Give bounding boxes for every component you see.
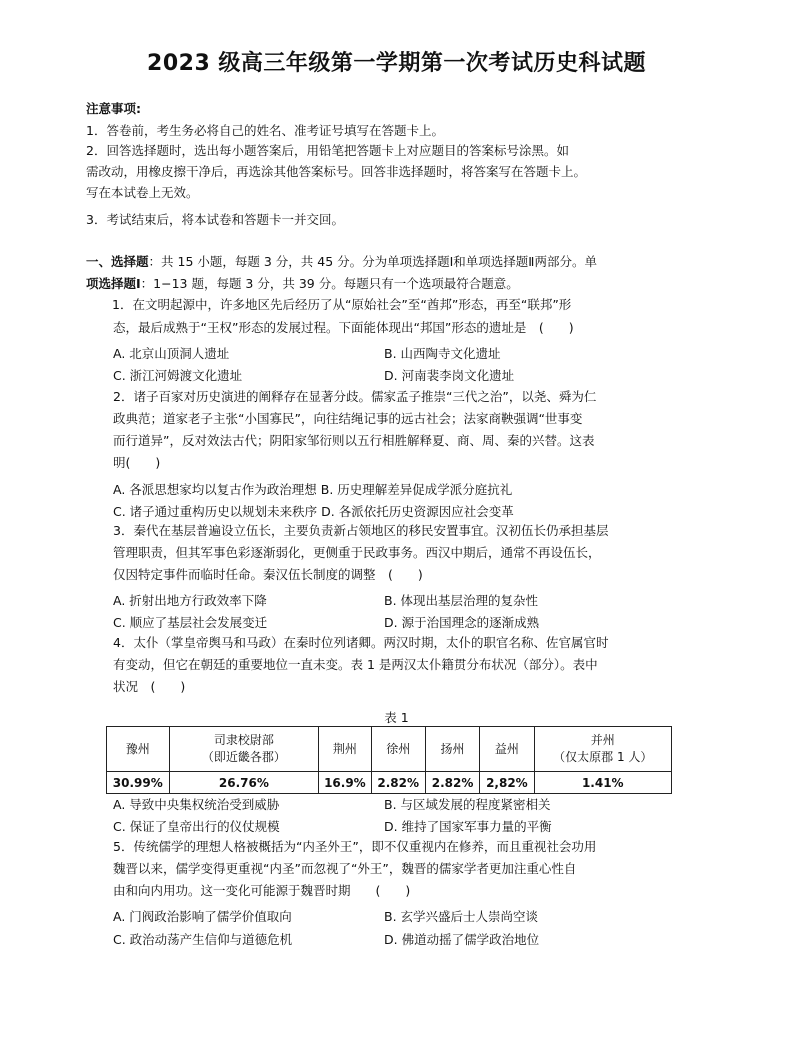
q3-option-c[interactable]: C. 顺应了基层社会发展变迁 [113,615,268,630]
q1-option-a[interactable]: A. 北京山顶洞人遗址 [113,346,230,361]
q5-option-a[interactable]: A. 门阀政治影响了儒学价值取向 [113,909,292,924]
section-header [86,254,597,270]
table-cell: 2.82% [425,772,479,794]
q5-option-c[interactable]: C. 政治动荡产生信仰与道德危机 [113,932,293,947]
table-header-cell: 徐州 [371,727,425,772]
table-header-cell: 荆州 [319,727,371,772]
section-subheader [86,276,519,292]
page-title: 2023 级高三年级第一学期第一次考试历史科试题 [147,51,646,76]
section-sublabel: 项选择题Ⅰ [86,276,141,291]
q2-options-ab[interactable]: A. 各派思想家均以复古作为政治理想 B. 历史理解差异促成学派分庭抗礼 [113,482,513,497]
section-subtext: ：1−13 题，每题 3 分，共 39 分。每题只有一个选项最符合题意。 [140,276,519,291]
question-4-text: 状况 ( ) [113,679,186,694]
notice-heading: 注意事项: [86,101,141,116]
q3-option-d[interactable]: D. 源于治国理念的逐渐成熟 [384,615,540,630]
q3-option-b[interactable]: B. 体现出基层治理的复杂性 [384,593,539,608]
question-1-text: 态，最后成熟于“王权”形态的发展过程。下面能体现出“邦国”形态的遗址是 ( ) [113,320,574,335]
table-header-cell: 司隶校尉部 （即近畿各郡） [169,727,319,772]
table-header-cell: 益州 [480,727,534,772]
q4-option-b[interactable]: B. 与区域发展的程度紧密相关 [384,797,551,812]
question-5-text: 5．传统儒学的理想人格被概括为“内圣外王”，即不仅重视内在修养，而且重视社会功用 [113,839,597,854]
section-text: ：共 15 小题，每题 3 分，共 45 分。分为单项选择题Ⅰ和单项选择题Ⅱ两部分。单 [148,254,597,269]
q2-options-cd[interactable]: C. 诸子通过重构历史以规划未来秩序 D. 各派依托历史资源因应社会变革 [113,504,514,519]
question-2-text: 而行道异”，反对效法古代；阴阳家邹衍则以五行相胜解释夏、商、周、秦的兴替。这表 [113,433,595,448]
notice-line: 2．回答选择题时，选出每小题答案后，用铅笔把答题卡上对应题目的答案标号涂黑。如 [86,143,569,158]
table-cell: 2.82% [371,772,425,794]
q5-option-b[interactable]: B. 玄学兴盛后士人崇尚空谈 [384,909,539,924]
table-caption: 表 1 [384,710,409,725]
question-4-text: 4．太仆（掌皇帝舆马和马政）在秦时位列诸卿。两汉时期，太仆的职官名称、佐官属官时 [113,635,609,650]
question-4-text: 有变动，但它在朝廷的重要地位一直未变。表 1 是两汉太仆籍贯分布状况（部分）。表中 [113,657,598,672]
table-cell: 16.9% [319,772,371,794]
question-2-text: 政典范；道家老子主张“小国寡民”，向往结绳记事的远古社会；法家商鞅强调“世事变 [113,411,583,426]
table-header-cell: 豫州 [107,727,170,772]
notice-line: 1．答卷前，考生务必将自己的姓名、准考证号填写在答题卡上。 [86,123,444,138]
question-5-text: 由和向内用功。这一变化可能源于魏晋时期 ( ) [113,883,411,898]
q1-option-d[interactable]: D. 河南裴李岗文化遗址 [384,368,515,383]
table-header-row [107,727,672,772]
notice-line: 需改动，用橡皮擦干净后，再选涂其他答案标号。回答非选择题时，将答案写在答题卡上。 [86,164,587,179]
question-3-text: 3．秦代在基层普遍设立伍长，主要负责新占领地区的移民安置事宜。汉初伍长仍承担基层 [113,523,609,538]
table-cell: 26.76% [169,772,319,794]
table-cell: 30.99% [107,772,170,794]
question-3-text: 仅因特定事件而临时任命。秦汉伍长制度的调整 ( ) [113,567,423,582]
data-table [106,726,672,794]
q4-option-a[interactable]: A. 导致中央集权统治受到威胁 [113,797,280,812]
q4-option-d[interactable]: D. 维持了国家军事力量的平衡 [384,819,552,834]
question-5-text: 魏晋以来，儒学变得更重视“内圣”而忽视了“外王”，魏晋的儒家学者更加注重心性自 [113,861,577,876]
question-3-text: 管理职责，但其军事色彩逐渐弱化，更侧重于民政事务。西汉中期后，通常不再设伍长， [113,545,601,560]
table-cell: 2,82% [480,772,534,794]
question-2-text: 2．诸子百家对历史演进的阐释存在显著分歧。儒家孟子推崇“三代之治”，以尧、舜为仁 [113,389,597,404]
q3-option-a[interactable]: A. 折射出地方行政效率下降 [113,593,267,608]
q1-option-c[interactable]: C. 浙江河姆渡文化遗址 [113,368,243,383]
table-header-cell: 扬州 [425,727,479,772]
table-header-cell: 并州 （仅太原郡 1 人） [534,727,671,772]
table-cell: 1.41% [534,772,671,794]
notice-line: 3．考试结束后，将本试卷和答题卡一并交回。 [86,212,344,227]
question-2-text: 明( ) [113,455,161,470]
table-row [107,772,672,794]
question-1-text: 1．在文明起源中，许多地区先后经历了从“原始社会”至“酋邦”形态，再至“联邦”形 [112,297,572,312]
q1-option-b[interactable]: B. 山西陶寺文化遗址 [384,346,501,361]
section-label: 一、选择题 [86,254,149,269]
q4-option-c[interactable]: C. 保证了皇帝出行的仪仗规模 [113,819,280,834]
notice-line: 写在本试卷上无效。 [86,185,199,200]
q5-option-d[interactable]: D. 佛道动摇了儒学政治地位 [384,932,540,947]
